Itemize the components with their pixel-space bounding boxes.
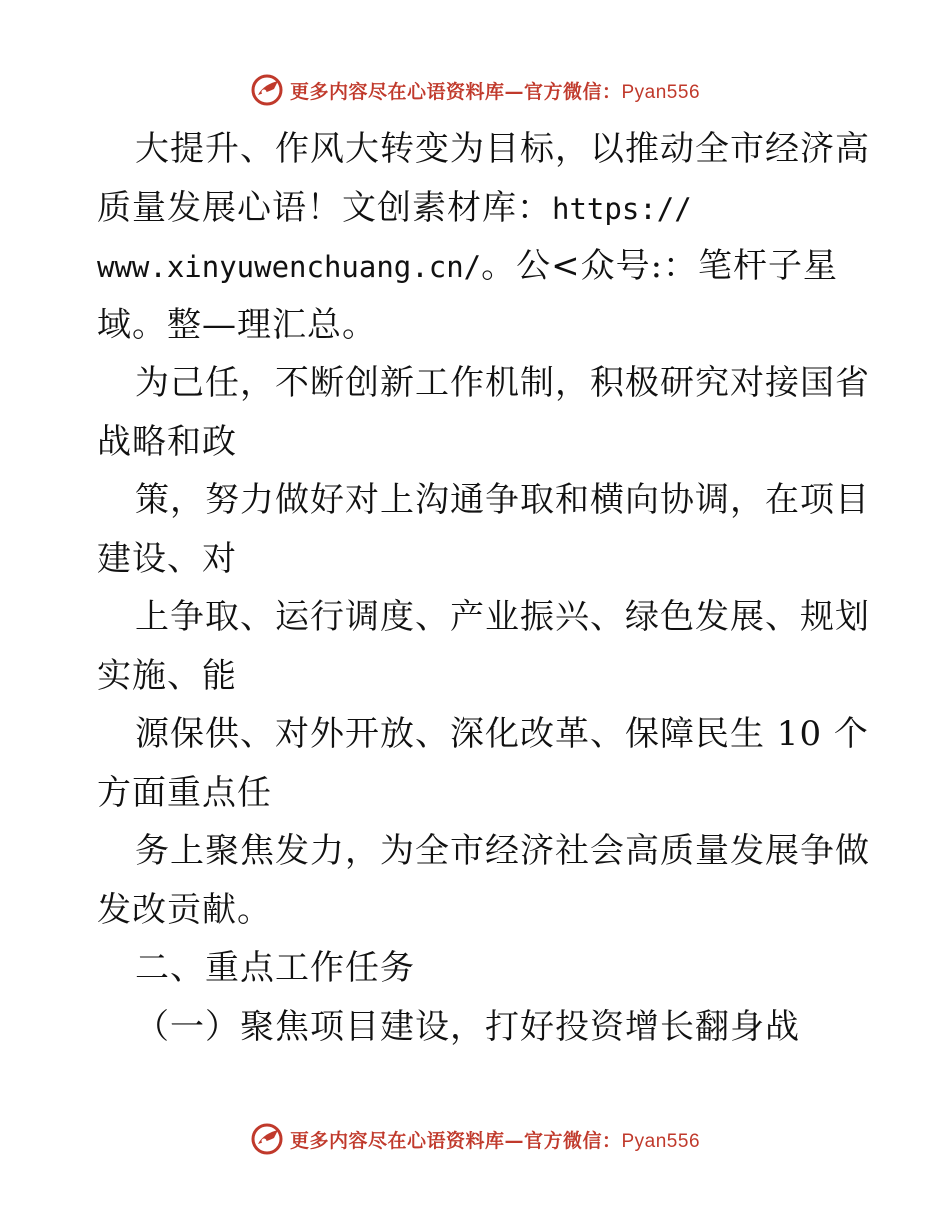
text-line: 务上聚焦发力，为全市经济社会高质量发展争做 [135,831,870,871]
text-line: 方面重点任 [97,772,272,813]
text-line: 大提升、作风大转变为目标，以推动全市经济高 [135,129,870,169]
text-line: 上争取、运行调度、产业振兴、绿色发展、规划 [135,597,870,637]
url-text: https:// [552,191,692,226]
url-text: www.xinyuwenchuang.cn/ [97,250,482,284]
watermark-text: 更多内容尽在心语资料库—官方微信：Pyan556 [289,1129,701,1152]
text-line: 战略和政 [97,421,237,462]
text-line: www.xinyuwenchuang.cn/。公<众号:：笔杆子星 [97,246,839,286]
text-line: 质量发展心语！文创素材库：https:// [97,187,692,228]
document-body [97,120,870,1056]
text-line: 为己任，不断创新工作机制，积极研究对接国省 [135,363,870,403]
text-line: 二、重点工作任务 [135,948,415,988]
wechat-id: Pyan556 [621,81,701,103]
watermark-text: 更多内容尽在心语资料库—官方微信：Pyan556 [289,80,701,103]
footer-watermark-banner [0,1119,950,1159]
wechat-id: Pyan556 [621,1130,701,1152]
text-line: 实施、能 [97,655,237,696]
text-line: 发改贡献。 [97,889,272,930]
brand-logo-icon [250,73,284,107]
text-line: （一）聚焦项目建设，打好投资增长翻身战 [135,1006,800,1047]
text-line: 源保供、对外开放、深化改革、保障民生 10 个 [135,714,869,754]
text-line: 建设、对 [97,538,237,579]
brand-logo-icon [250,1122,284,1156]
text-line: 策，努力做好对上沟通争取和横向协调，在项目 [135,480,870,520]
text-line: 域。整—理汇总。 [97,304,377,345]
header-watermark-banner [0,70,950,110]
